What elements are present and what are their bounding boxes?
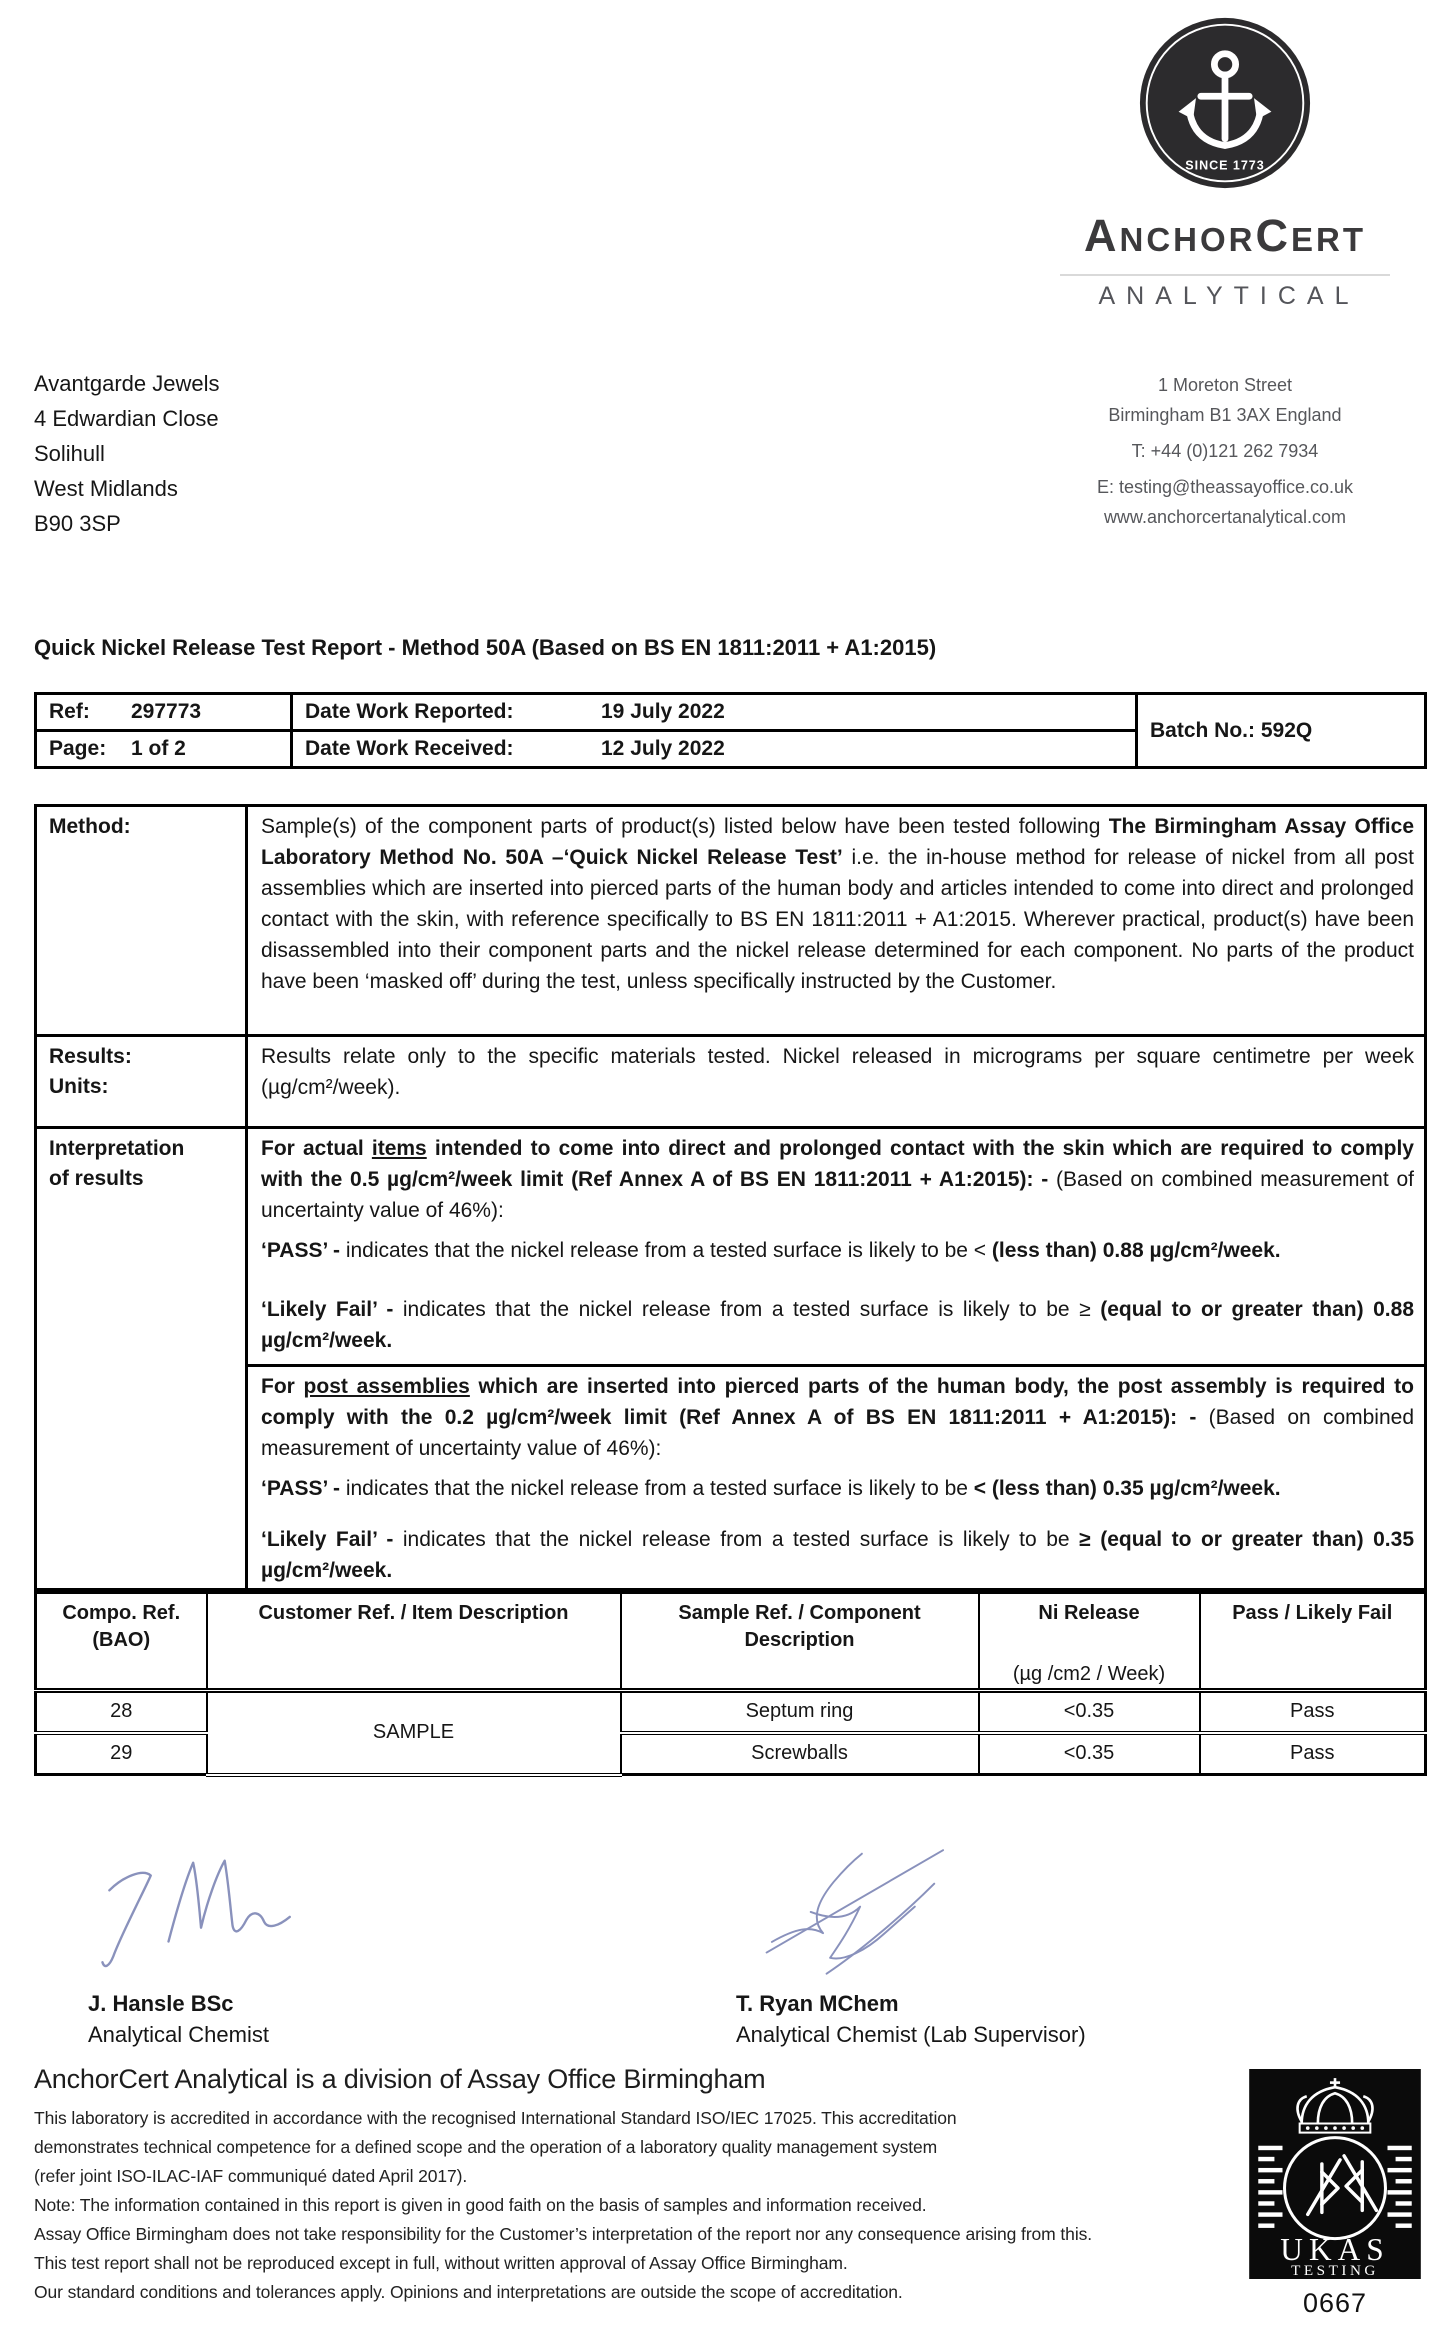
lab-contact-website: www.anchorcertanalytical.com xyxy=(1103,507,1347,527)
likely-fail-definition: ‘Likely Fail’ - indicates that the nickel release from a tested surface is likely to be ≥ (equal to or greater than) 0.88 µg/cm²/week. xyxy=(261,1298,1415,1352)
report-title: Quick Nickel Release Test Report - Method 50A (Based on BS EN 1811:2011 + A1:2015) xyxy=(34,635,937,660)
date-received-value: 12 July 2022 xyxy=(601,737,725,760)
results-header-row xyxy=(36,1593,1426,1691)
sample-description: Screwballs xyxy=(621,1733,979,1775)
result-value: Pass xyxy=(1200,1733,1426,1775)
signature-image xyxy=(88,1841,318,1979)
customer-address-line: 4 Edwardian Close xyxy=(34,406,219,431)
anchorcert-logo-block xyxy=(1051,16,1399,310)
signatures-section xyxy=(0,1829,1445,2051)
division-statement: AnchorCert Analytical is a division of Assay Office Birmingham xyxy=(34,2063,766,2094)
pass-definition: ‘PASS’ - indicates that the nickel release from a tested surface is likely to be < (less than) 0.88 µg/cm²/week. xyxy=(261,1239,1281,1262)
lab-contact-email: E: testing@theassayoffice.co.uk xyxy=(1096,477,1354,497)
interpretation-label: Interpretation of results xyxy=(36,1128,247,1590)
ref-value: 297773 xyxy=(131,700,202,723)
brand-subtitle: ANALYTICAL xyxy=(1098,282,1360,310)
ni-release-units: (µg /cm2 / Week) xyxy=(1012,1663,1166,1685)
lab-contact xyxy=(1029,366,1421,541)
col-header-sample-ref: Sample Ref. / Component Description xyxy=(621,1593,979,1691)
page-cell xyxy=(36,731,292,768)
page-value: 1 of 2 xyxy=(131,737,186,760)
customer-address-line: Avantgarde Jewels xyxy=(34,371,220,396)
customer-address-line: B90 3SP xyxy=(34,511,121,536)
customer-address xyxy=(34,366,220,541)
smallprint-line: demonstrates technical competence for a defined scope and the operation of a laboratory quality management system xyxy=(34,2136,938,2157)
ukas-name-text: UKAS xyxy=(1280,2231,1390,2267)
since-1773-text: SINCE 1773 xyxy=(1185,158,1265,173)
signatory-name: T. Ryan MChem xyxy=(736,1990,899,2016)
ref-label: Ref: xyxy=(49,700,90,723)
lab-contact-line: Birmingham B1 3AX England xyxy=(1108,405,1342,425)
ref-cell xyxy=(36,694,292,731)
page-label: Page: xyxy=(49,737,107,760)
signatory-role: Analytical Chemist xyxy=(88,2021,269,2047)
customer-address-line: Solihull xyxy=(34,441,105,466)
smallprint-line: Our standard conditions and tolerances apply. Opinions and interpretations are outside the scope of accreditation. xyxy=(34,2281,903,2302)
results-label: Results: xyxy=(49,1045,132,1068)
compo-ref-value: 28 xyxy=(36,1691,207,1733)
ni-release-value: <0.35 xyxy=(979,1733,1200,1775)
results-table xyxy=(34,1591,1427,1777)
signature-left xyxy=(88,1829,518,2051)
ukas-type-text: TESTING xyxy=(1291,2262,1379,2279)
footer xyxy=(34,2063,1421,2318)
signature-right xyxy=(736,1829,1086,2051)
interpretation-block-items xyxy=(247,1128,1426,1366)
interpretation-block-posts xyxy=(247,1366,1426,1590)
date-reported-cell xyxy=(292,694,1137,731)
batch-number: Batch No.: 592Q xyxy=(1137,694,1426,768)
lab-contact-line: 1 Moreton Street xyxy=(1157,375,1293,395)
wordmark-divider xyxy=(1060,274,1390,276)
table-row xyxy=(36,1691,1426,1733)
customer-ref-value: SAMPLE xyxy=(207,1691,621,1775)
method-table xyxy=(34,804,1427,1591)
result-value: Pass xyxy=(1200,1691,1426,1733)
customer-address-line: West Midlands xyxy=(34,476,178,501)
ukas-number: 0667 xyxy=(1302,2287,1368,2318)
accreditation-smallprint xyxy=(34,2104,1239,2307)
smallprint-line: This test report shall not be reproduced except in full, without written approval of Assay Office Birmingham. xyxy=(34,2252,848,2273)
address-section xyxy=(0,366,1445,541)
date-reported-label: Date Work Reported: xyxy=(305,700,514,723)
col-header-customer-ref: Customer Ref. / Item Description xyxy=(207,1593,621,1691)
smallprint-line: (refer joint ISO-ILAC-IAF communiqué dated April 2017). xyxy=(34,2165,468,2186)
compo-ref-value: 29 xyxy=(36,1733,207,1775)
interpretation-lead: For actual items intended to come into direct and prolonged contact with the skin which are required to comply with the 0.5 µg/cm²/week limit (Ref Annex A of BS EN 1811:2011 + A1:2015): - (Based on combined measurement of uncertainty value of 46%): xyxy=(261,1137,1414,1222)
pass-definition: ‘PASS’ - indicates that the nickel release from a tested surface is likely to be < (less than) 0.35 µg/cm²/week. xyxy=(261,1477,1281,1500)
results-units-text: Results relate only to the specific materials tested. Nickel released in micrograms per square centimetre per week (µg/cm²/week). xyxy=(247,1036,1426,1128)
interpretation-lead: For post assemblies which are inserted into pierced parts of the human body, the post assembly is required to comply with the 0.2 µg/cm²/week limit (Ref Annex A of BS EN 1811:2011 + A1:2015): - (Based on combined measurement of uncertainty value of 46%): xyxy=(261,1375,1415,1460)
units-label: Units: xyxy=(49,1075,109,1098)
info-table xyxy=(34,692,1427,769)
sample-description: Septum ring xyxy=(621,1691,979,1733)
method-label: Method: xyxy=(36,806,247,1036)
brand-wordmark: ANCHORCERT xyxy=(1084,210,1366,261)
col-header-ni-release: Ni Release (µg /cm2 / Week) xyxy=(979,1593,1200,1691)
masthead xyxy=(0,0,1445,310)
signatory-name: J. Hansle BSc xyxy=(88,1990,234,2016)
ukas-testing-logo xyxy=(1249,2069,1421,2279)
date-received-cell xyxy=(292,731,1137,768)
likely-fail-definition: ‘Likely Fail’ - indicates that the nickel release from a tested surface is likely to be ≥ (equal to or greater than) 0.35 µg/cm²/week. xyxy=(261,1528,1414,1582)
results-units-label xyxy=(36,1036,247,1128)
ni-release-value: <0.35 xyxy=(979,1691,1200,1733)
smallprint-line: Note: The information contained in this report is given in good faith on the basis of samples and information received. xyxy=(34,2194,927,2215)
smallprint-line: This laboratory is accredited in accordance with the recognised International Standard ISO/IEC 17025. This accreditation xyxy=(34,2107,957,2128)
method-text: Sample(s) of the component parts of product(s) listed below have been tested following The Birmingham Assay Office Laboratory Method No. 50A –‘Quick Nickel Release Test’ i.e. the in-house method for release of nickel from all post assemblies which are inserted into pierced parts of the human body and articles intended to come into direct and prolonged contact with the skin, with reference specifically to BS EN 1811:2011 + A1:2015. Wherever practical, product(s) have been disassembled into their component parts and the nickel release determined for each component. No parts of the product have been ‘masked off’ during the test, unless specifically instructed by the Customer. xyxy=(247,806,1426,1036)
date-received-label: Date Work Received: xyxy=(305,737,514,760)
ukas-accreditation xyxy=(1249,2069,1421,2319)
smallprint-line: Assay Office Birmingham does not take responsibility for the Customer’s interpretation of the report nor any consequence arising from this. xyxy=(34,2223,1093,2244)
signatory-role: Analytical Chemist (Lab Supervisor) xyxy=(736,2021,1086,2047)
date-reported-value: 19 July 2022 xyxy=(601,700,725,723)
col-header-pass-fail: Pass / Likely Fail xyxy=(1200,1593,1426,1691)
lab-contact-phone: T: +44 (0)121 262 7934 xyxy=(1131,441,1319,461)
anchor-logo-icon xyxy=(1138,16,1312,190)
signature-image xyxy=(736,1829,986,1979)
col-header-compo-ref: Compo. Ref. (BAO) xyxy=(36,1593,207,1691)
